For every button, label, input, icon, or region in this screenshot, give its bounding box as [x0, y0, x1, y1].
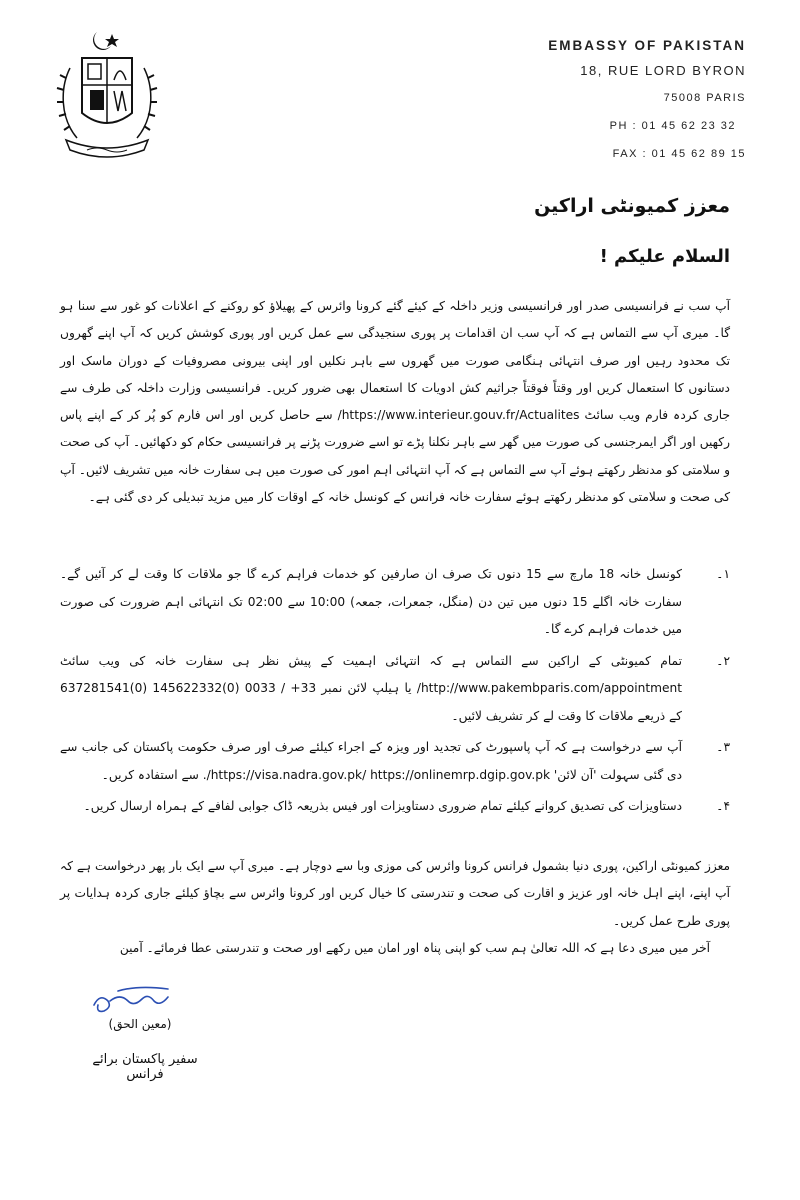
- list-item-text: تمام کمیونٹی کے اراکین سے التماس ہے کہ انتہائی اہمیت کے پیش نظر ہی سفارت خانہ کی ویب سائٹ http://www.pakembparis.com/appointment/ یا ہیلپ لائن نمبر 33+ / 0033 (0)145622332 (0)637281541 کے ذریعے ملاقات کا وقت لے کر تشریف لائیں۔: [60, 653, 682, 723]
- list-item: [60, 648, 730, 731]
- prayer-line: آخر میں میری دعا ہے کہ اللہ تعالیٰ ہم سب کو اپنی پناہ اور امان میں رکھے اور صحت و تندرستی عطا فرمائے۔ آمین: [119, 941, 710, 955]
- salutation: معزز کمیونٹی اراکین: [534, 195, 730, 217]
- fax-number: FAX : 01 45 62 89 15: [612, 148, 746, 160]
- list-item-number: ۲۔: [716, 653, 730, 668]
- list-item-text: کونسل خانہ 18 مارچ سے 15 دنوں تک صرف ان صارفین کو خدمات فراہم کرے گا جو ملاقات کا وقت لے کر آئیں گے۔ سفارت خانہ اگلے 15 دنوں میں تین دن (منگل، جمعرات، جمعہ) 10:00 سے 02:00 تک انتہائی اہم ضرورت کی صورت میں خدمات فراہم کرے گا۔: [60, 567, 683, 636]
- list-item-text: دستاویزات کی تصدیق کروانے کیلئے تمام ضروری دستاویزات اور فیس بذریعہ ڈاک جوابی لفافے کے ہمراہ ارسال کریں۔: [83, 799, 682, 813]
- instructions-list: [60, 561, 730, 825]
- list-item: [60, 793, 730, 821]
- state-emblem-icon: [52, 28, 162, 163]
- list-item: [60, 561, 730, 644]
- list-item-number: ۴۔: [716, 799, 730, 813]
- signatory-name: (معین الحق): [108, 1017, 172, 1031]
- list-item-number: ۱۔: [716, 567, 730, 581]
- letterhead: [548, 38, 746, 176]
- phone-number: PH : 01 45 62 23 32: [609, 120, 736, 132]
- list-item-text: آپ سے درخواست ہے کہ آپ پاسپورٹ کی تجدید اور ویزہ کے اجراء کیلئے صرف اور صرف حکومت پاکستان کی جانب سے دی گئی سہولت 'آن لائن' https://visa.nadra.gov.pk/ https://onlinemrp.dgip.gov.pk/. سے استفادہ کریں۔: [60, 740, 682, 782]
- greeting: السلام علیکم !: [599, 246, 730, 267]
- list-item-number: ۳۔: [716, 740, 730, 754]
- signatory-title: سفیر پاکستان برائے فرانس: [92, 1052, 198, 1082]
- intro-paragraph: آپ سب نے فرانسیسی صدر اور فرانسیسی وزیر داخلہ کے کیئے گئے کرونا وائرس کے پھیلاؤ کو روکنے کے اعلانات کو غور سے سنا ہو گا۔ میری آپ سے التماس ہے کہ آپ سب ان اقدامات پر پوری سنجیدگی سے عمل کریں اور پوری کوشش کریں کہ آپ اپنے گھروں تک محدود رہیں اور صرف انتہائی ہنگامی صورت میں گھروں سے باہر نکلیں اور اپنی بیرونی مصروفیات کے دوران ماسک اور دستانوں کا استعمال کریں اور وقتاً فوقتاً جراثیم کش ادویات کا استعمال بھی ضرور کریں۔ فرانسیسی وزارت داخلہ کی طرف سے جاری کردہ فارم ویب سائٹ https://www.interieur.gouv.fr/Actualites/ سے حاصل کریں اور اس فارم کو پُر کر کے اپنے پاس رکھیں اور اگر ایمرجنسی کی صورت میں گھر سے باہر نکلنا پڑے تو اسے ضرورت پڑنے پر فرانسیسی حکام کو دکھائیں۔ آپ کی صحت و سلامتی کو مدنظر رکھتے ہوئے آپ سے التماس ہے کہ آپ انتہائی اہم امور کی صورت میں ہی سفارت خانہ میں تشریف لائیں۔ آپ کی صحت و سلامتی کو مدنظر رکھتے ہوئے سفارت خانہ فرانس کے کونسل خانہ کے اوقات کار میں مزید تبدیلی کر دی گئی ہے۔: [60, 299, 730, 505]
- handwritten-signature: [88, 983, 183, 1021]
- street-address: 18, RUE LORD BYRON: [580, 63, 746, 78]
- list-item: [60, 734, 730, 789]
- embassy-name: EMBASSY OF PAKISTAN: [548, 38, 746, 53]
- closing-paragraph: معزز کمیونٹی اراکین، پوری دنیا بشمول فرانس کرونا وائرس کی موزی وبا سے دوچار ہے۔ میری آپ سے ایک بار پھر درخواست ہے کہ آپ اپنے، اپنے اہل خانہ اور عزیز و اقارت کی صحت و تندرستی کا خیال کریں اور کرونا وائرس سے بچاؤ کیلئے جاری کردہ ہدایات پر پوری طرح عمل کریں۔: [60, 859, 730, 928]
- postcode-city: 75008 PARIS: [663, 92, 746, 104]
